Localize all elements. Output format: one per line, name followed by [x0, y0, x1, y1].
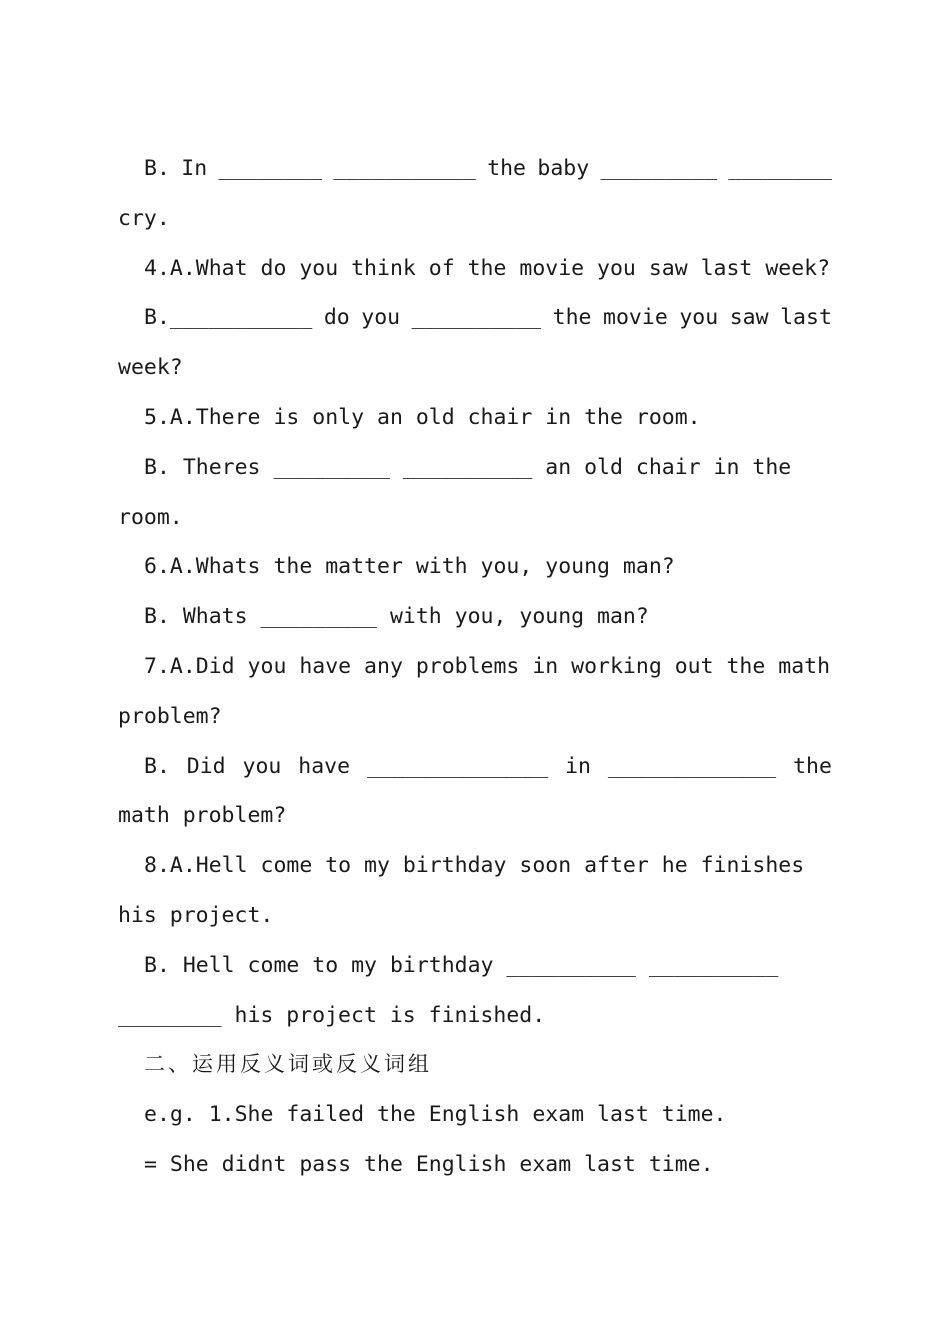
word: saw [729, 305, 769, 331]
word: you [242, 753, 282, 779]
text-line-18: ________ his project is finished. [118, 1002, 546, 1028]
section-heading: 二、运用反义词或反义词组 [144, 1052, 432, 1077]
word: movie [603, 305, 668, 331]
word: the [487, 156, 527, 181]
word: B. [144, 753, 170, 779]
word: in [565, 753, 591, 779]
text-line-11: 7.A.Did you have any problems in working out the math [144, 653, 831, 679]
text-line-15: 8.A.Hell come to my birthday soon after he finishes [144, 853, 805, 879]
blank: __________ [411, 305, 542, 331]
text-line-4 [118, 293, 832, 343]
text-line-7: B. Theres _________ __________ an old chair in the [144, 454, 792, 480]
blank: _________ [600, 156, 718, 181]
text-line-9: 6.A.Whats the matter with you, young man? [144, 554, 675, 580]
text-line-5: week? [118, 355, 183, 381]
text-line-12: problem? [118, 703, 222, 729]
text-line-6: 5.A.There is only an old chair in the room. [144, 404, 701, 430]
text-line-13 [118, 742, 832, 792]
word: Did [186, 753, 226, 779]
text-line-17: B. Hell come to my birthday __________ __________ [144, 952, 779, 978]
text-line-20: e.g. 1.She failed the English exam last time. [144, 1102, 727, 1128]
word: B. [144, 156, 170, 181]
document-page [118, 144, 832, 1190]
word: last [780, 305, 832, 331]
word: baby [537, 156, 590, 181]
word: you [679, 305, 719, 331]
text-line-16: his project. [118, 902, 274, 928]
blank: ___________ [333, 156, 476, 181]
text-line-2: cry. [118, 205, 170, 231]
word: have [298, 753, 351, 779]
text-line-3: 4.A.What do you think of the movie you saw last week? [144, 255, 831, 281]
word: do [323, 305, 350, 331]
word: the [793, 753, 832, 779]
text-line-8: room. [118, 504, 183, 530]
blank: _____________ [607, 753, 777, 779]
text-line-21: = She didnt pass the English exam last time. [144, 1151, 714, 1177]
word: the [552, 305, 592, 331]
text-line-10: B. Whats _________ with you, young man? [144, 604, 649, 630]
word: you [361, 305, 401, 331]
word: In [181, 156, 208, 181]
text-line-1 [118, 144, 832, 194]
blank: ________ [218, 156, 323, 181]
word: B.___________ [144, 305, 313, 331]
blank: ________ [728, 156, 832, 181]
blank: ______________ [366, 753, 549, 779]
text-line-14: math problem? [118, 803, 287, 829]
